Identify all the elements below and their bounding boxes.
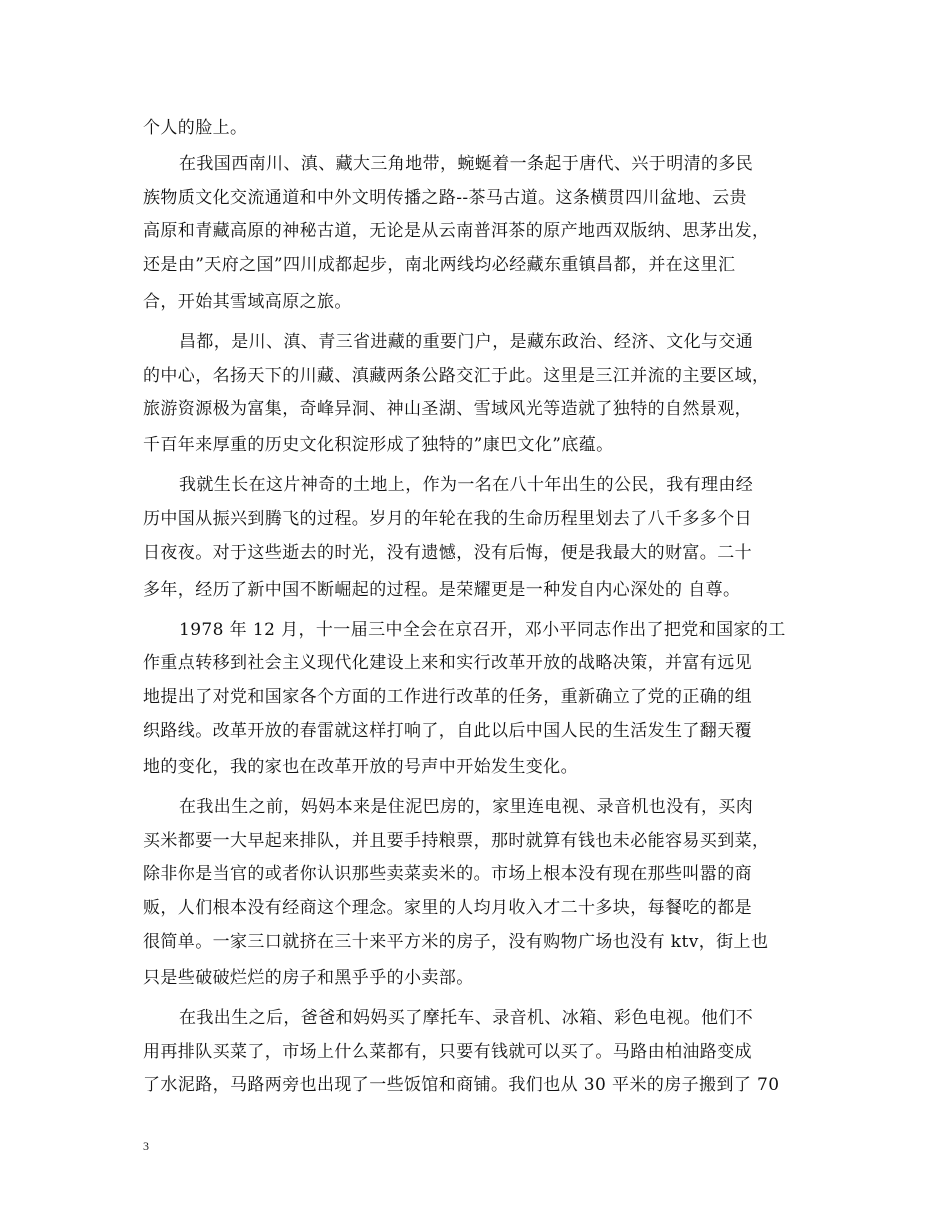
text-line: 旅游资源极为富集，奇峰异洞、神山圣湖、雪域风光等造就了独特的自然景观， xyxy=(143,399,752,419)
paragraph-first-line: 我就生长在这片神奇的土地上，作为一名在八十年出生的公民，我有理由经 xyxy=(179,475,754,495)
text-line: 织路线。改革开放的春雷就这样打响了，自此以后中国人民的生活发生了翻天覆 xyxy=(143,721,752,741)
text-line: 合，开始其雪域高原之旅。 xyxy=(143,292,352,312)
paragraph-first-line: 在我国西南川、滇、藏大三角地带，蜿蜒着一条起于唐代、兴于明清的多民 xyxy=(179,154,754,174)
paragraph-first-line: 昌都，是川、滇、青三省进藏的重要门户，是藏东政治、经济、文化与交通 xyxy=(179,332,754,352)
text-line: 很简单。一家三口就挤在三十来平方米的房子，没有购物广场也没有 ktv，街上也 xyxy=(143,932,769,952)
text-line: 地的变化，我的家也在改革开放的号声中开始发生变化。 xyxy=(143,757,578,777)
text-line: 贩，人们根本没有经商这个理念。家里的人均月收入才二十多块，每餐吃的都是 xyxy=(143,898,752,918)
text-line: 用再排队买菜了，市场上什么菜都有，只要有钱就可以买了。马路由柏油路变成 xyxy=(143,1042,752,1062)
text-line: 日夜夜。对于这些逝去的时光，没有遗憾，没有后悔，便是我最大的财富。二十 xyxy=(143,543,752,563)
text-line: 除非你是当官的或者你认识那些卖菜卖米的。市场上根本没有现在那些叫嚣的商 xyxy=(143,864,752,884)
text-line: 还是由”天府之国”四川成都起步，南北两线均必经藏东重镇昌都，并在这里汇 xyxy=(143,255,736,275)
text-line: 地提出了对党和国家各个方面的工作进行改革的任务，重新确立了党的正确的组 xyxy=(143,687,752,707)
text-line: 个人的脸上。 xyxy=(143,118,248,138)
text-line: 只是些破破烂烂的房子和黑乎乎的小卖部。 xyxy=(143,968,474,988)
text-line: 买米都要一大早起来排队，并且要手持粮票，那时就算有钱也未必能容易买到菜， xyxy=(143,831,770,851)
paragraph-first-line: 在我出生之后，爸爸和妈妈买了摩托车、录音机、冰箱、彩色电视。他们不 xyxy=(179,1008,754,1028)
text-line: 了水泥路，马路两旁也出现了一些饭馆和商铺。我们也从 30 平米的房子搬到了 70 xyxy=(143,1075,780,1095)
text-line: 高原和青藏高原的神秘古道，无论是从云南普洱茶的原产地西双版纳、思茅出发， xyxy=(143,221,770,241)
page-number: 3 xyxy=(143,1139,149,1153)
text-line: 族物质文化交流通道和中外文明传播之路--茶马古道。这条横贯四川盆地、云贵 xyxy=(143,188,747,208)
text-line: 的中心，名扬天下的川藏、滇藏两条公路交汇于此。这里是三江并流的主要区域， xyxy=(143,366,770,386)
text-line: 历中国从振兴到腾飞的过程。岁月的年轮在我的生命历程里划去了八千多多个日 xyxy=(143,509,752,529)
paragraph-first-line: 在我出生之前，妈妈本来是住泥巴房的，家里连电视、录音机也没有，买肉 xyxy=(179,797,754,817)
text-line: 作重点转移到社会主义现代化建设上来和实行改革开放的战略决策，并富有远见 xyxy=(143,653,752,673)
text-line: 多年，经历了新中国不断崛起的过程。是荣耀更是一种发自内心深处的 自尊。 xyxy=(143,580,741,600)
paragraph-first-line: 1978 年 12 月，十一届三中全会在京召开，邓小平同志作出了把党和国家的工 xyxy=(179,620,786,640)
text-line: 千百年来厚重的历史文化积淀形成了独特的”康巴文化”底蕴。 xyxy=(143,435,614,455)
